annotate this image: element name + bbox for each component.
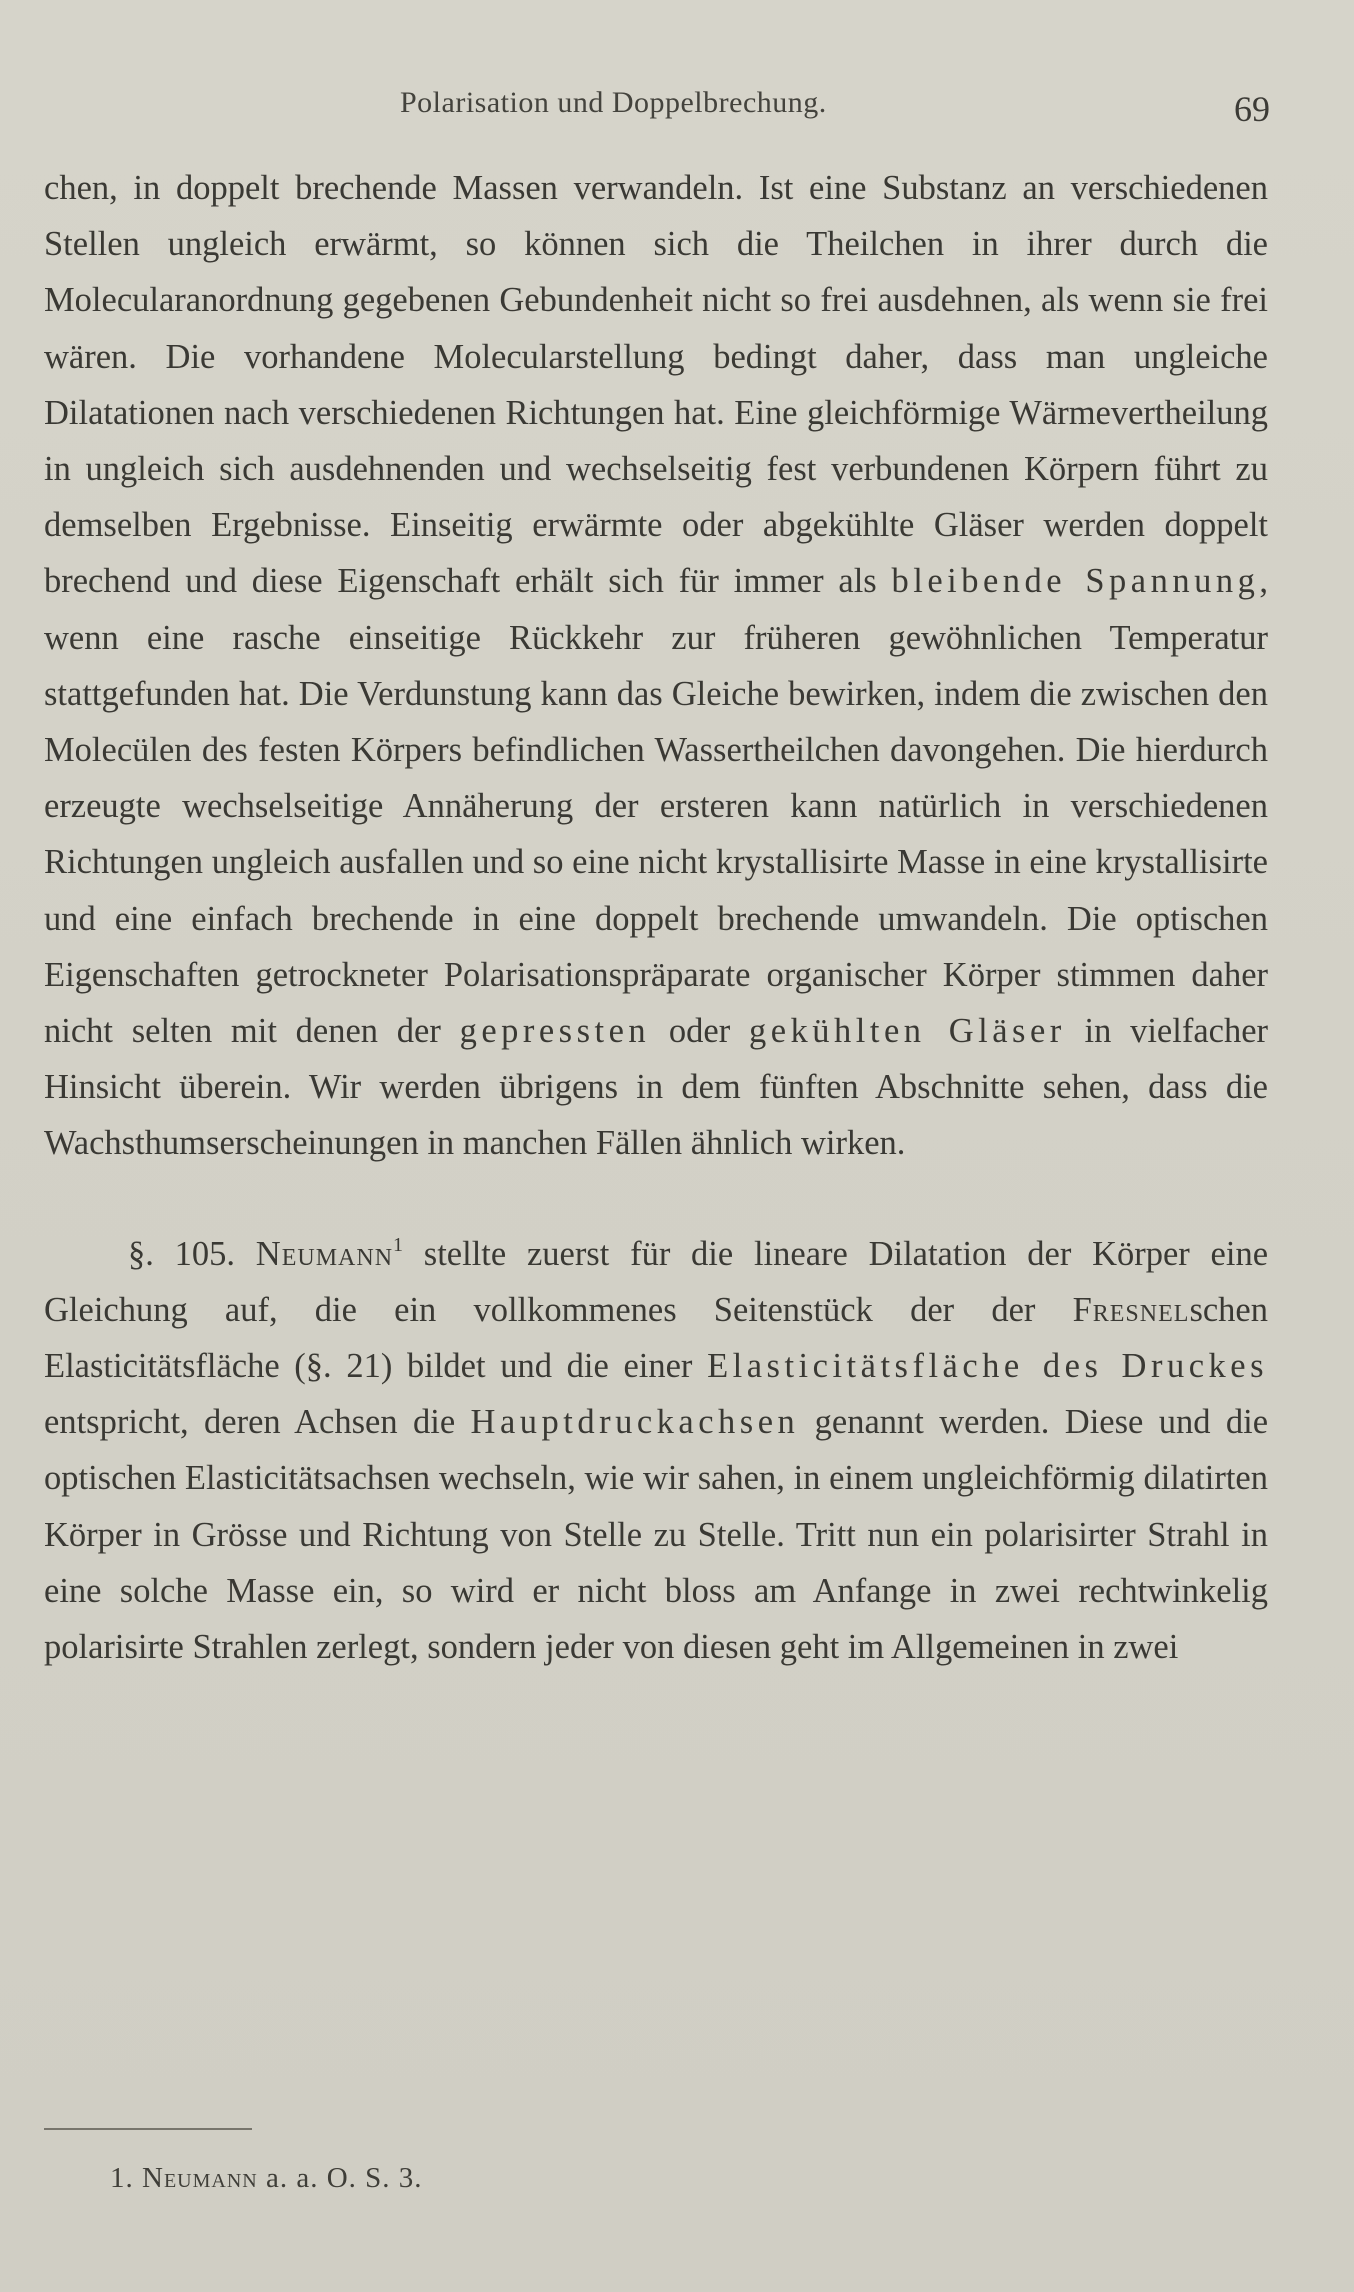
spaced-term-gepressten: gepressten (459, 1012, 651, 1051)
author-fresnel: Fresnel (1072, 1290, 1190, 1329)
footnote (110, 2162, 423, 2195)
footnote-rule (44, 2128, 252, 2130)
paragraph-1 (44, 160, 1268, 1172)
p1-text-c: oder (668, 1012, 731, 1051)
footnote-marker: 1 (393, 1233, 404, 1256)
section-number: §. 105. (128, 1234, 236, 1273)
spaced-term-elasticitaetsflaeche: Elasticitätsfläche des Druckes (707, 1347, 1268, 1386)
footnote-author: Neumann (142, 2162, 258, 2194)
p1-text-a: chen, in doppelt brechende Massen verwandeln. Ist eine Substanz an verschiedenen Stellen ungleich erwärmt, so können sich die Theilchen in ihrer durch die Molecularanordnung gegebenen Gebundenheit nicht so frei ausdehnen, als wenn sie frei wären. Die vorhandene Molecularstellung bedingt daher, dass man ungleiche Dilatationen nach verschiedenen Richtungen hat. Eine gleichförmige Wärmevertheilung in ungleich sich ausdehnenden und wechselseitig fest verbundenen Körpern führt zu demselben Ergebnisse. Einseitig erwärmte oder abgekühlte Gläser werden doppelt brechend und diese Eigenschaft erhält sich für immer als (44, 169, 1268, 601)
body-text (44, 160, 1268, 1675)
running-head (40, 80, 1270, 140)
p1-text-d: in vielfacher Hinsicht überein. Wir werden übrigens in dem fünften Abschnitte sehen, dass die Wachsthumserscheinungen in manchen Fällen ähnlich wirken. (44, 1012, 1268, 1163)
p2-text-d: genannt werden. Diese und die optischen Elasticitätsachsen wechseln, wie wir sahen, in einem ungleichförmig dilatirten Körper in Grösse und Richtung von Stelle zu Stelle. Tritt nun ein polarisirter Strahl in eine solche Masse ein, so wird er nicht bloss am Anfange in zwei rechtwinkelig polarisirte Strahlen zerlegt, sondern jeder von diesen geht im Allgemeinen in zwei (44, 1403, 1269, 1667)
running-title: Polarisation und Doppelbrechung. (400, 86, 827, 119)
page-number: 69 (1234, 89, 1270, 129)
footnote-number: 1. (110, 2162, 134, 2194)
p2-text-b: schen Elasticitätsfläche (§. 21) bildet und die einer (44, 1290, 1268, 1386)
p1-text-b: , wenn eine rasche einseitige Rückkehr zur früheren gewöhnlichen Temperatur stattgefunden hat. Die Verdunstung kann das Gleiche bewirken, indem die zwischen den Molecülen des festen Körpers befindlichen Wassertheilchen davongehen. Die hierdurch erzeugte wechselseitige Annäherung der ersteren kann natürlich in verschiedenen Richtungen ungleich ausfallen und so eine nicht krystallisirte Masse in eine krystallisirte und eine einfach brechende in eine doppelt brechende umwandeln. Die optischen Eigenschaften getrockneter Polarisationspräparate organischer Körper stimmen daher nicht selten mit denen der (44, 562, 1268, 1051)
paragraph-gap (44, 1172, 1268, 1226)
p2-text-a: stellte zuerst für die lineare Dilatation der Körper eine Gleichung auf, die ein vollkommenes Seitenstück der der (44, 1234, 1269, 1329)
author-neumann: Neumann (255, 1234, 394, 1273)
footnote-reference: a. a. O. S. 3. (265, 2162, 423, 2194)
p2-text-c: entspricht, deren Achsen die (44, 1403, 456, 1442)
spaced-term-bleibende-spannung: bleibende Spannung (891, 562, 1260, 601)
paragraph-2 (44, 1226, 1268, 1676)
spaced-term-gekuehlten-glaeser: gekühlten Gläser (748, 1012, 1066, 1051)
spaced-term-hauptdruckachsen: Hauptdruckachsen (470, 1403, 800, 1442)
